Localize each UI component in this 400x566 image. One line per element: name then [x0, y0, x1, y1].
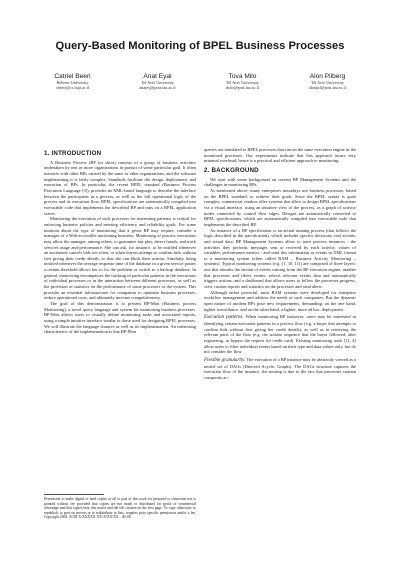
paragraph [204, 314, 356, 355]
author-block [30, 73, 370, 90]
paragraph: queries are translated to BPEL processes that run on the same execution engine as the monitored processes. Our experiments indicate that this approach incurs very minimal overhead, hence is a practical and efficient approach to monitoring. [204, 147, 356, 164]
author [200, 73, 285, 90]
paragraph: The goal of this demonstration is to present BP-Mon (Business process Monitoring), a novel query language and system for monitoring business processes. BP-Mon allows users to visually define monitoring tasks and associated reports, using a simple intuitive interface similar to those used for designing BPEL processes. We will illustrate the language features as well as its implementation. An interesting characteristic of the implementation is that BP-Mon [44, 301, 196, 335]
paragraph: As mentioned above, many enterprises nowadays use business processes, based on the BPEL standard, to achieve their goals. Since the BPEL syntax is quite complex, commercial vendors offer systems that allow to design BPEL specifications via a visual interface, using an intuitive view of the process, as a graph of activity nodes connected by control flow edges. Designs are automatically converted to BPEL specifications, which are automatically compiled into executable code that implements the described BP. [204, 187, 356, 227]
run-in-heading: Execution patterns. [204, 315, 244, 321]
paragraph: We start with some background on current BP Management Systems and the challenges in monitoring BPs. [204, 176, 356, 188]
paper-title: Query-Based Monitoring of BPEL Business Processes [55, 40, 345, 52]
author-affiliation: Tel Aviv University [141, 80, 174, 85]
footnote-rule [44, 494, 104, 495]
left-column [44, 147, 196, 335]
right-column [204, 147, 356, 381]
paragraph-text: When monitoring BP instances, users may be interested in identifying certain execution patterns in a process flow (e.g. a buyer that attempts to confirm bids without first giving her credit details), as well as in retrieving the relevant parts of the flow (e.g. the actions sequence that the buyer followed, after registering, to bypass the request for credit card). Existing monitoring tools [11, 4] allow users to filter individual events based on their type and data values only, but do not consider the flow. [204, 314, 356, 355]
author-name: Catriel Beeri [54, 73, 91, 80]
paragraph: A Business Process (BP for short) consists of a group of business activities undertaken by one or more organizations in pursuit of some particular goal. It often interacts with other BPs carried by the same or other organizations, and the software implementing it is fairly complex. Standards facilitate the design, deployment, and execution of BPs. In particular, the recent BPEL standard (Business Process Execution Language [3]), provides an XML-based language to describe the interface between the participants in a process, as well as the full operational logic of the process and its execution flow. BPEL specifications are automatically compiled into executable code that implements the described BP and runs on a BPEL application server. [44, 159, 196, 216]
author-name: Alon Pilberg [309, 73, 346, 80]
author-affiliation: Tel Aviv University [226, 80, 259, 85]
author [30, 73, 115, 90]
section-heading-introduction: 1. INTRODUCTION [44, 150, 102, 157]
author-email: milo@post.tau.ac.il [226, 85, 259, 91]
author-email: cbeeri@cs.huji.ac.il [55, 85, 90, 91]
run-in-heading: Flexible granularity. [204, 357, 246, 363]
author-email: anatey@post.tau.ac.il [139, 85, 176, 91]
author-affiliation: Hebrew University [56, 80, 89, 85]
paragraph [204, 357, 356, 381]
paragraph: Although rather powerful, most BAM systems were developed for enterprise workflow management and address the needs of such companies. But the dynamic open nature of modern BPs pose new requirements, demanding, on the one hand, tighter surveillance, and on the other hand, a lighter, more ad hoc, deployment. [204, 289, 356, 312]
author-email: alonpil@post.tau.ac.il [309, 85, 346, 91]
author-name: Tova Milo [228, 73, 257, 80]
copyright-footnote: Permission to make digital or hard copies of all or part of this work for personal or classroom use is granted without fee provided that copies are not made or distributed for profit or commercial advantage and that copies bear this notice and the full citation on the first page. To copy otherwise, to republish, to post on servers or to redistribute to lists, requires prior specific permission and/or a fee. Copyright 2003. ACM X-XXXXX-XX-X/XX/XX ...$5.00. [44, 497, 196, 519]
author [115, 73, 200, 90]
paragraph: Monitoring the execution of such processes for interesting patterns is critical for enforcing business policies and meeting efficiency and reliability goals. For some intuition about the type of monitoring that a given BP may require, consider a manager of a Web-accessible auctioning business. Monitoring of process executions may allow the manager, among others, to guarantee fair play, detect frauds, and track services usage and performance. She can ask, for instance, to be notified whenever an auctioneer cancels bids too often, or when buyers attempt to confirm bids without first giving their credit details, so that she can block their actions. Similarly, being notified whenever the average response time of the database in a given service passes a certain threshold allows her to fix the problem or switch to a backup database. In general, monitoring encompasses the tracking of particular patterns in the executions of individual processes or in the interaction between different processes, as well as the provision of statistics on the performance of some processes or the system. This provides an essential infrastructure for companies to optimize business processes, reduce operational costs, and ultimately increase competitiveness. [44, 216, 196, 301]
paragraph-text: The execution of a BP instance may be abstractly viewed as a nested set of DAGs (Directed Acyclic Graphs). The DAGs structure captures the execution flow of the instance, the nesting is due to the fact that processes contain composite ac- [204, 356, 356, 380]
author-affiliation: Tel Aviv University [311, 80, 344, 85]
paragraph: An instance of a BP specification is an actual running process (that follows the logic described in the specification), which includes specific decisions, real actions, and actual data. BP Management Systems allow to trace process instances - the activities they perform, messages sent or received by each activity, values of variables, performance metrics - and send this information as events in XML format to a monitoring system (often called BAM – Business Activity Monitoring – systems). Typical monitoring systems (e.g. [1, 10, 11]) are composed of three layers: one that absorbs the stream of events coming from the BP execution engine; another that processes and filters events, selects relevant events data and automatically triggers actions; and a dashboard that allows users to follow the processes progress, view custom reports and statistics on the processes and send alerts. [204, 227, 356, 290]
author [285, 73, 370, 90]
author-name: Anat Eyal [143, 73, 172, 80]
section-heading-background: 2. BACKGROUND [204, 166, 259, 174]
